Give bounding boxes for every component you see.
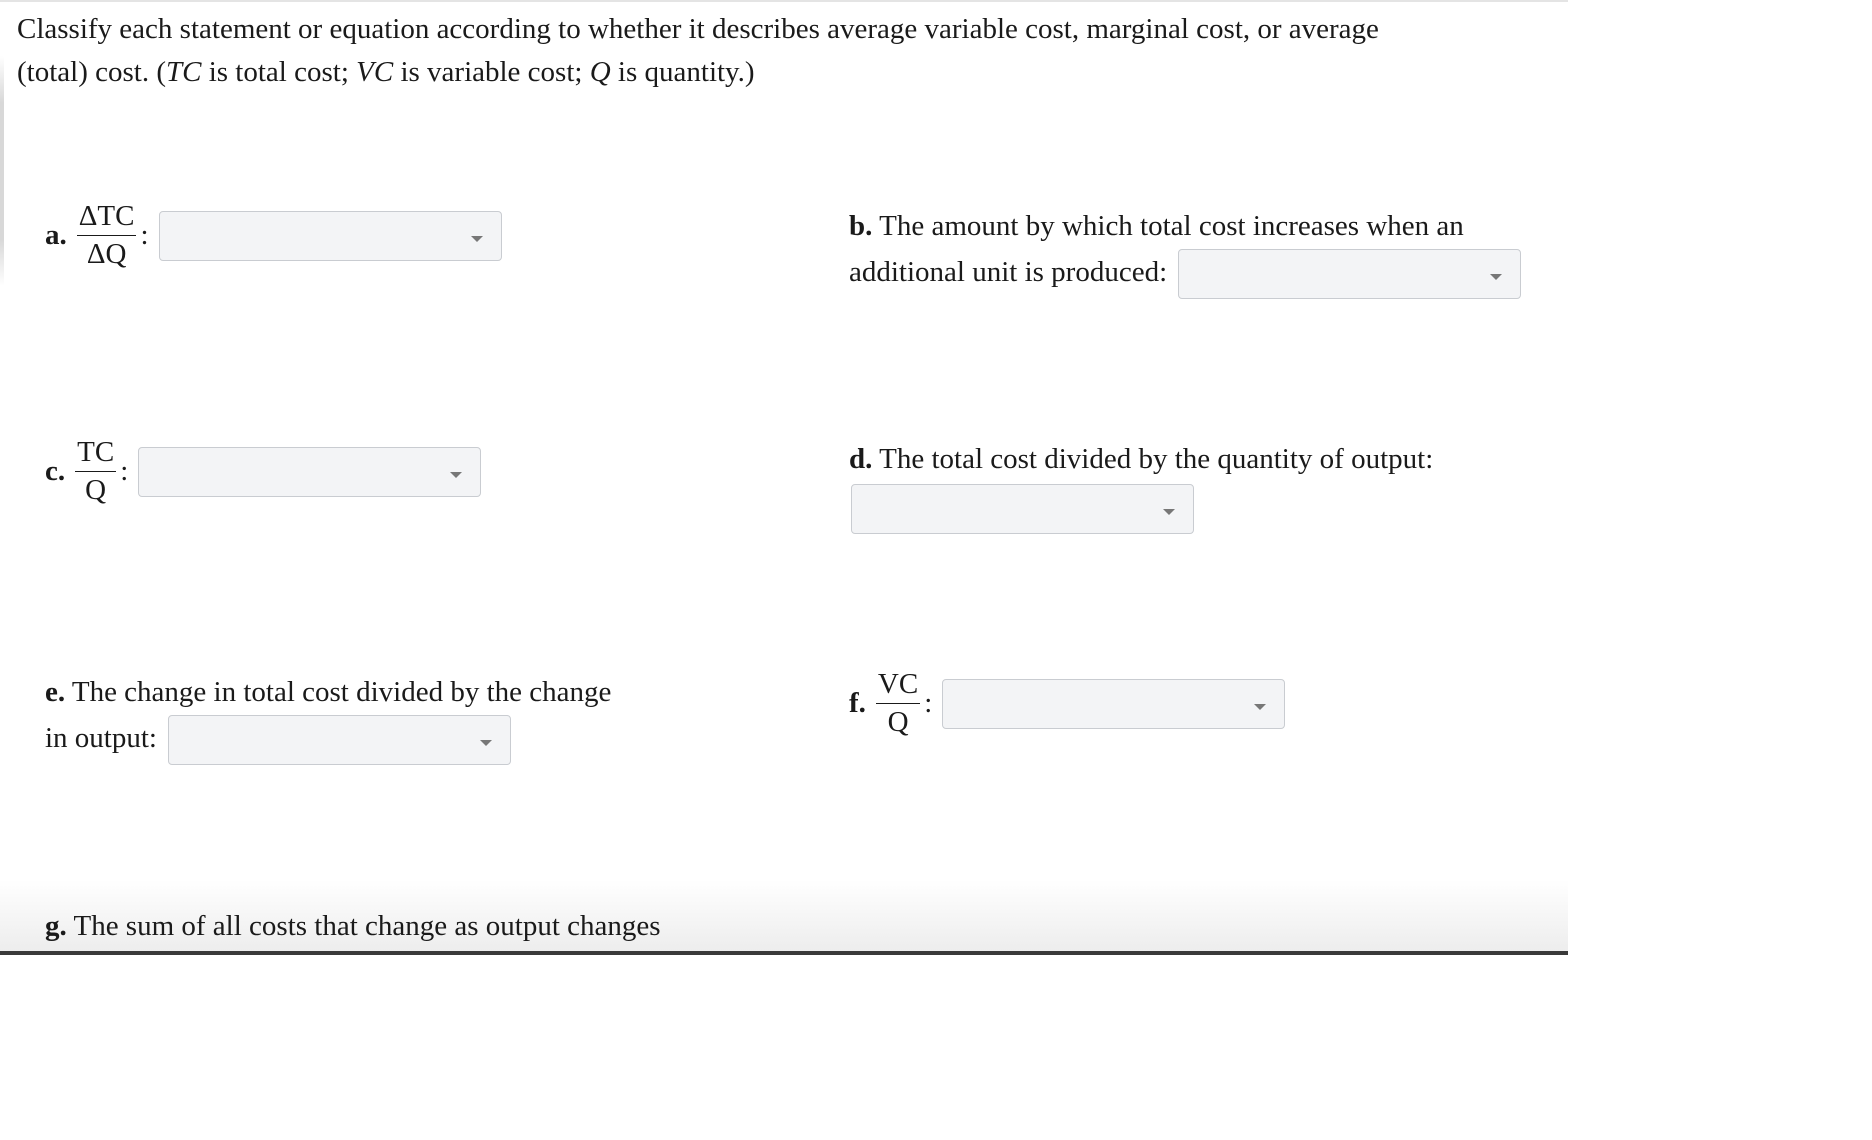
answer-dropdown-c[interactable]: [138, 447, 481, 497]
question-e: [45, 669, 745, 765]
question-e-line1: The change in total cost divided by the change: [65, 676, 612, 708]
fraction-a-numerator: ΔTC: [77, 202, 137, 236]
answer-dropdown-e[interactable]: [168, 715, 511, 765]
instructions-line1: Classify each statement or equation according to whether it describes average variable cost, marginal cost, or average: [17, 13, 1379, 45]
answer-dropdown-b[interactable]: [1178, 249, 1521, 299]
fraction-a: [77, 202, 137, 269]
bottom-border: [0, 951, 1568, 955]
fraction-f-numerator: VC: [876, 670, 920, 704]
answer-dropdown-d[interactable]: [851, 484, 1194, 534]
left-edge-sliver: [0, 56, 4, 286]
question-g-letter: g.: [45, 910, 67, 942]
instructions: [17, 8, 1527, 94]
question-a-letter: a.: [45, 219, 67, 251]
tc-term: TC: [165, 56, 202, 88]
instructions-mid3: is quantity.): [610, 56, 755, 88]
question-d-letter: d.: [849, 443, 873, 475]
answer-dropdown-a[interactable]: [159, 211, 502, 261]
instructions-mid2: is variable cost;: [393, 56, 590, 88]
question-b-line2: additional unit is produced:: [849, 256, 1168, 288]
question-b-line1: The amount by which total cost increases when an: [872, 210, 1464, 242]
fraction-c: [75, 438, 116, 505]
answer-dropdown-f[interactable]: [942, 679, 1285, 729]
fraction-f: [876, 670, 920, 737]
question-e-letter: e.: [45, 676, 66, 708]
question-b-letter: b.: [849, 210, 873, 242]
fraction-f-denominator: Q: [887, 706, 909, 738]
chevron-down-icon: [450, 472, 462, 478]
chevron-down-icon: [480, 740, 492, 746]
chevron-down-icon: [1163, 509, 1175, 515]
question-d-text: The total cost divided by the quantity of output:: [872, 443, 1434, 475]
question-d: [849, 436, 1549, 482]
question-f: [849, 670, 1285, 737]
question-f-colon: :: [924, 687, 933, 719]
chevron-down-icon: [1254, 704, 1266, 710]
question-c-letter: c.: [45, 455, 66, 487]
question-a: [45, 202, 502, 269]
instructions-mid1: is total cost;: [201, 56, 357, 88]
question-f-letter: f.: [849, 687, 866, 719]
fraction-a-denominator: ΔQ: [86, 238, 127, 270]
question-c-colon: :: [120, 455, 129, 487]
fraction-c-denominator: Q: [85, 474, 107, 506]
instructions-line2-start: (total) cost. (: [17, 56, 166, 88]
question-g: [45, 903, 945, 949]
fraction-c-numerator: TC: [75, 438, 116, 472]
question-b: [849, 203, 1549, 299]
question-a-colon: :: [140, 219, 149, 251]
question-g-text: The sum of all costs that change as output changes: [66, 910, 661, 942]
question-c: [45, 438, 481, 505]
chevron-down-icon: [471, 236, 483, 242]
question-e-line2: in output:: [45, 722, 157, 754]
chevron-down-icon: [1490, 274, 1502, 280]
vc-term: VC: [356, 56, 394, 88]
top-border: [0, 0, 1568, 2]
q-term: Q: [589, 56, 611, 88]
